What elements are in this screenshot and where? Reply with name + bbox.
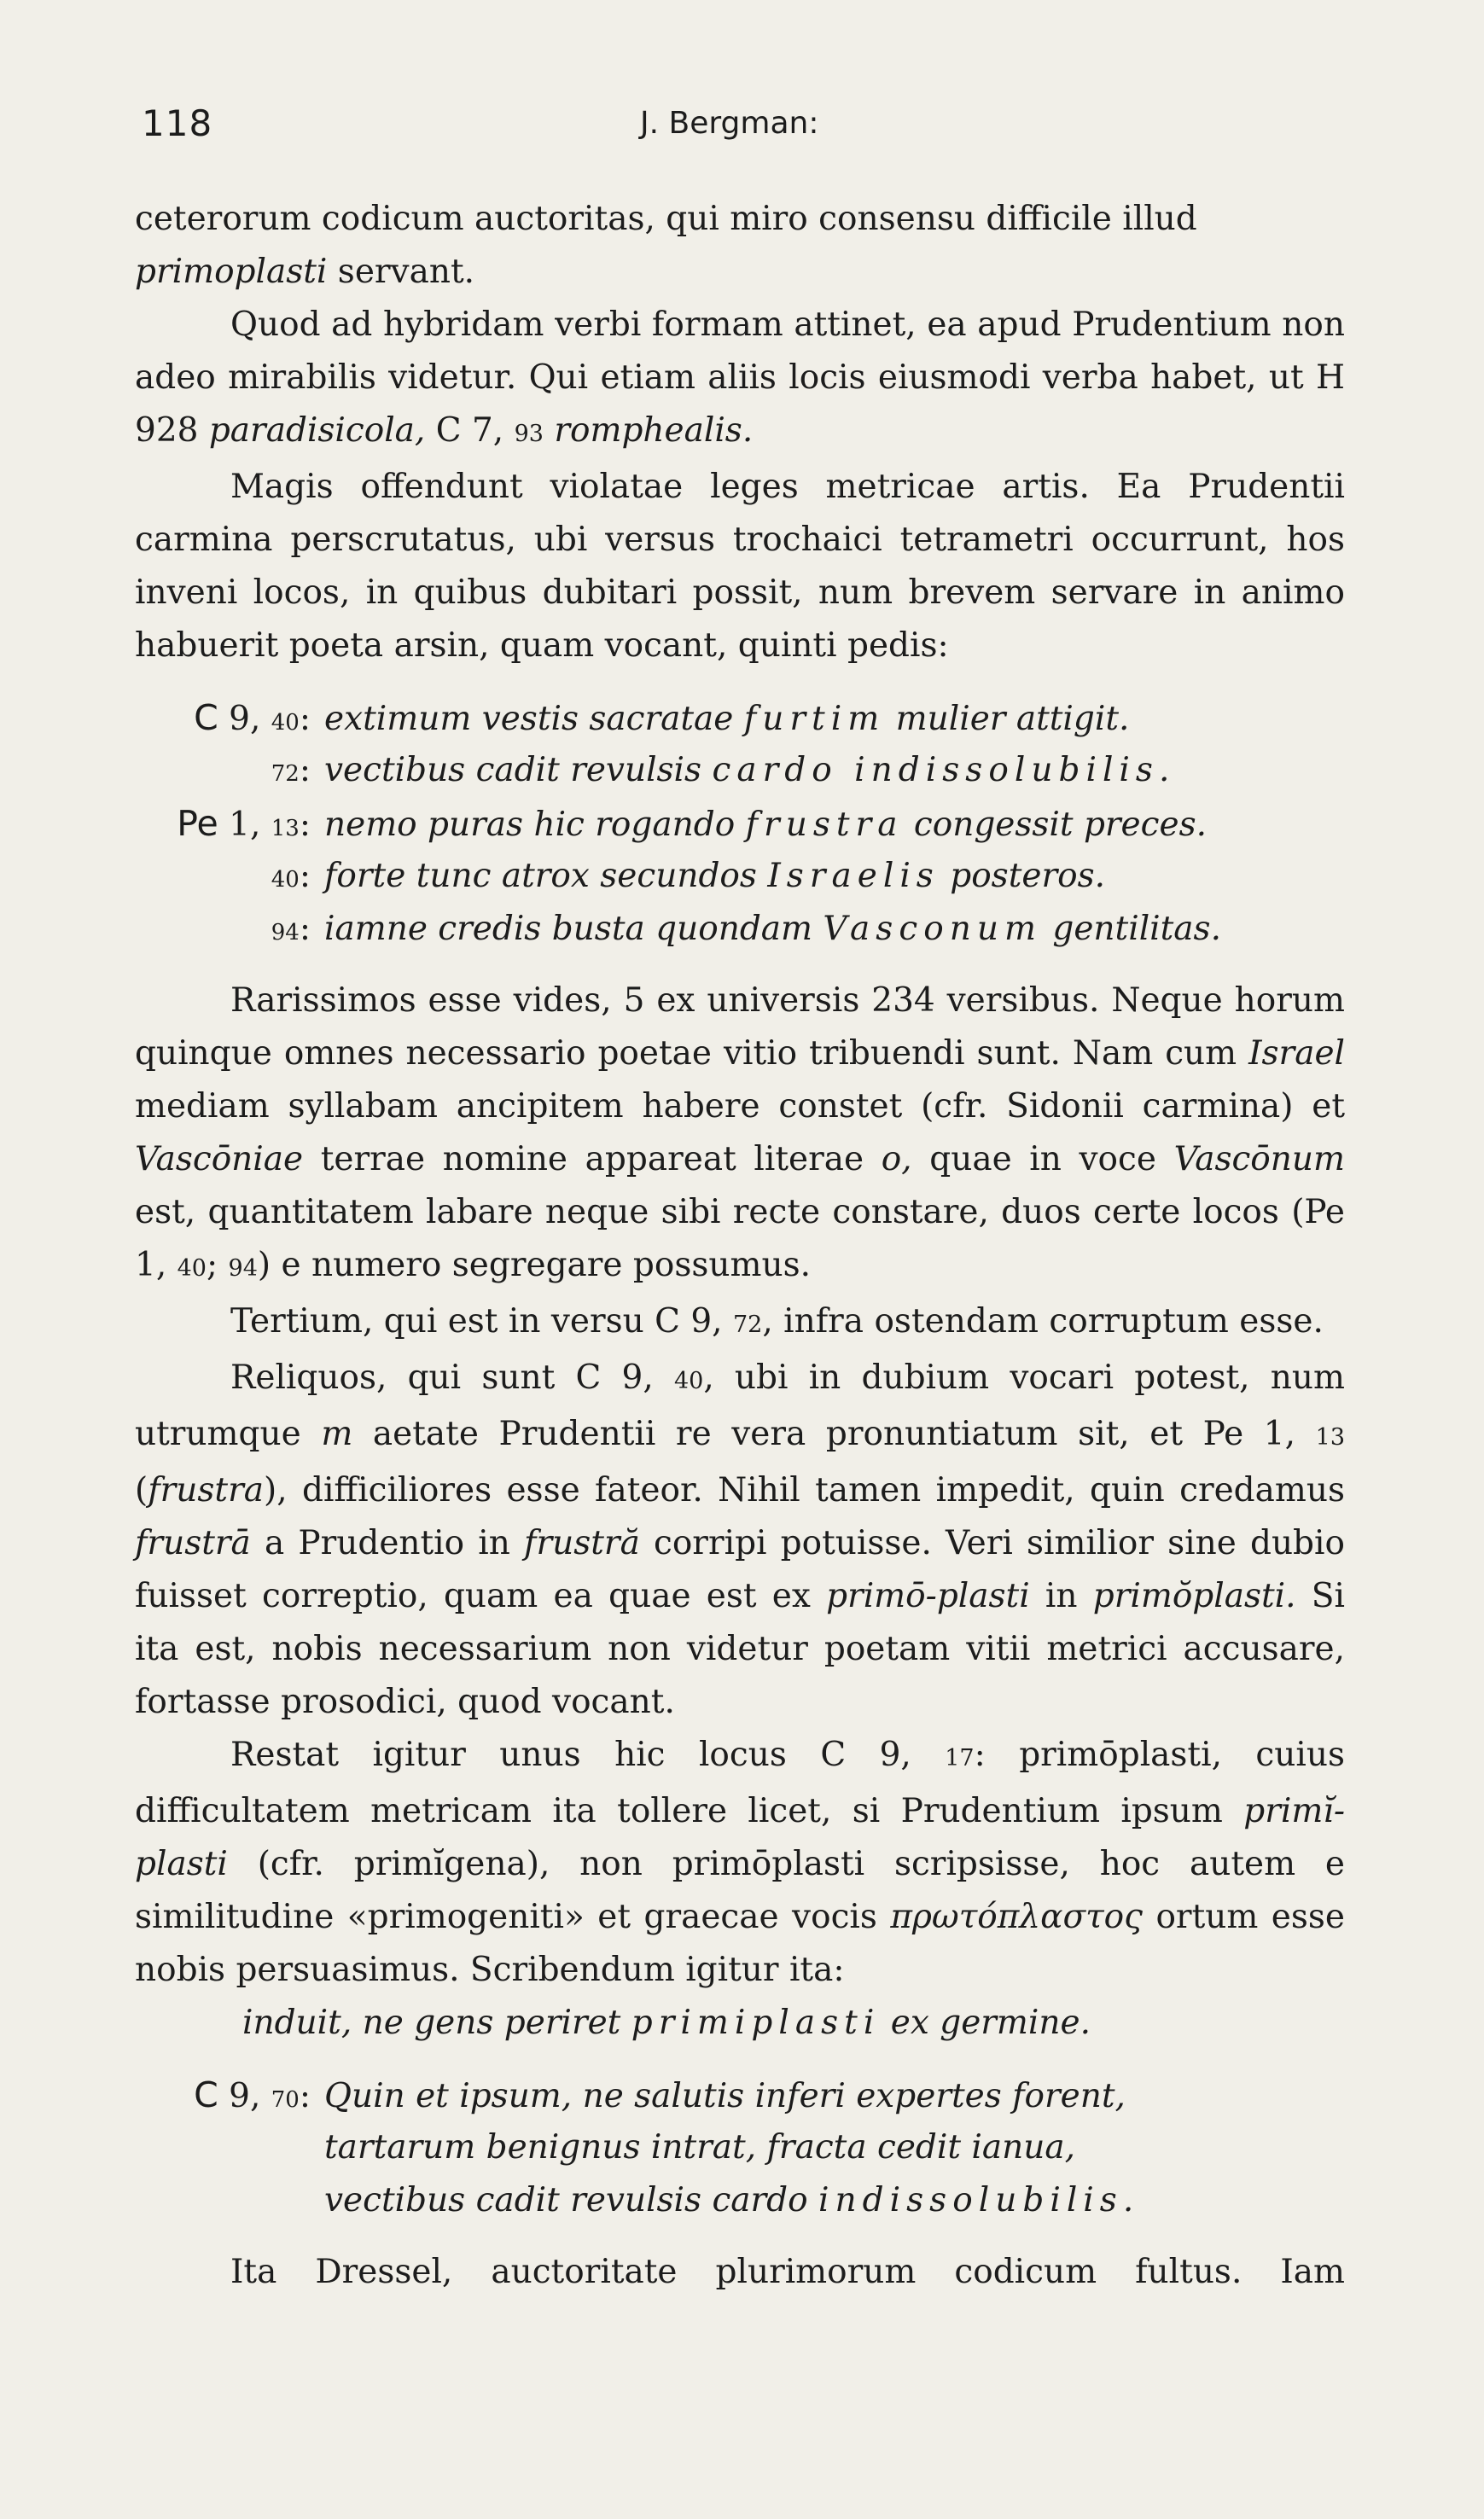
verse-text: extimum vestis sacratae furtim mulier attigit. — [324, 700, 1130, 738]
verse-line — [135, 903, 1345, 956]
verse-text: tartarum benignus intrat, fracta cedit ianua, — [324, 2128, 1076, 2167]
paragraph: Magis offendunt violatae leges metricae artis. Ea Prudentii carmina perscrutatus, ubi versus trochaici tetrametri occurrunt, hos inveni locos, in quibus dubitari possit, num brevem servare in animo habuerit poeta arsin, quam vocant, quinti pedis: — [135, 468, 1345, 665]
verse-text: Quin et ipsum, ne salutis inferi expertes forent, — [324, 2077, 1126, 2115]
verse-reference: 72: — [271, 751, 311, 789]
verse-line — [135, 850, 1345, 903]
paragraph: Ita Dressel, auctoritate plurimorum codicum fultus. Iam — [230, 2253, 1345, 2291]
verse-line — [135, 691, 1345, 744]
running-title: J. Bergman: — [640, 106, 819, 141]
verse-reference: C 9, 70: — [194, 2074, 311, 2115]
page-number: 118 — [142, 102, 213, 144]
verse-line — [135, 2174, 1345, 2227]
paragraph: Quod ad hybridam verbi formam attinet, ea apud Prudentium non adeo mirabilis videtur. Qui etiam aliis locis eiusmodi verba habet, ut H 928 paradisicola, C 7, 93 romphealis. — [135, 305, 1345, 450]
paragraph: Tertium, qui est in versu C 9, 72, infra ostendam corruptum esse. — [230, 1302, 1324, 1341]
paragraph: Rarissimos esse vides, 5 ex universis 234 versibus. Neque horum quinque omnes necessario poetae vitio tribuendi sunt. Nam cum Israel mediam syllabam ancipitem habere constet (cfr. Sidonii carmina) et Vascōniae terrae nomine appareat literae o, quae in voce Vascōnum est, quantitatem labare neque sibi recte constare, duos certe locos (Pe 1, 40; 94) e numero segregare possumus. — [135, 981, 1345, 1284]
body-text — [135, 193, 1345, 2299]
verse-reference: 40: — [271, 857, 311, 895]
verse-line — [135, 2121, 1345, 2174]
paragraph: Reliquos, qui sunt C 9, 40, ubi in dubium vocari potest, num utrumque m aetate Prudentii re vera pronuntiatum sit, et Pe 1, 13 (frustra), difficiliores esse fateor. Nihil tamen impedit, quin credamus frustrā a Prudentio in frustră corripi potuisse. Veri similior sine dubio fuisset correptio, quam ea quae est ex primō-plasti in primŏplasti. Si ita est, nobis necessarium non videtur poetam vitii metrici accusare, fortasse prosodici, quod vocant. — [135, 1358, 1345, 1721]
verse-text: nemo puras hic rogando frustra congessit preces. — [324, 806, 1207, 844]
verse-line — [135, 2068, 1345, 2121]
paragraph: Restat igitur unus hic locus C 9, 17: primōplasti, cuius difficultatem metricam ita tollere licet, si Prudentium ipsum primĭ-plasti (cfr. primĭgena), non primōplasti scripsisse, hoc autem e similitudine «primogeniti» et graecae vocis πρωτόπλαστος ortum esse nobis persuasimus. Scribendum igitur ita: — [135, 1736, 1345, 1989]
verse-text: vectibus cadit revulsis cardo indissolubilis. — [324, 751, 1176, 789]
verse-line — [135, 744, 1345, 797]
verse-citations — [135, 691, 1345, 956]
verse-reference: Pe 1, 13: — [177, 803, 311, 844]
paragraph: ceterorum codicum auctoritas, qui miro consensu difficile illud primoplasti servant. — [135, 200, 1197, 291]
emended-verse: induit, ne gens periret primiplasti ex germine. — [242, 2004, 1091, 2042]
verse-text: vectibus cadit revulsis cardo indissolubilis. — [324, 2181, 1140, 2219]
verse-text: forte tunc atrox secundos Israelis posteros. — [324, 857, 1105, 895]
verse-line — [135, 797, 1345, 850]
page-header — [137, 102, 1331, 162]
verse-text: iamne credis busta quondam Vasconum gentilitas. — [324, 910, 1221, 948]
verse-reference: C 9, 40: — [194, 697, 311, 738]
verse-citation-c9-70 — [135, 2068, 1345, 2227]
verse-reference: 94: — [271, 910, 311, 948]
